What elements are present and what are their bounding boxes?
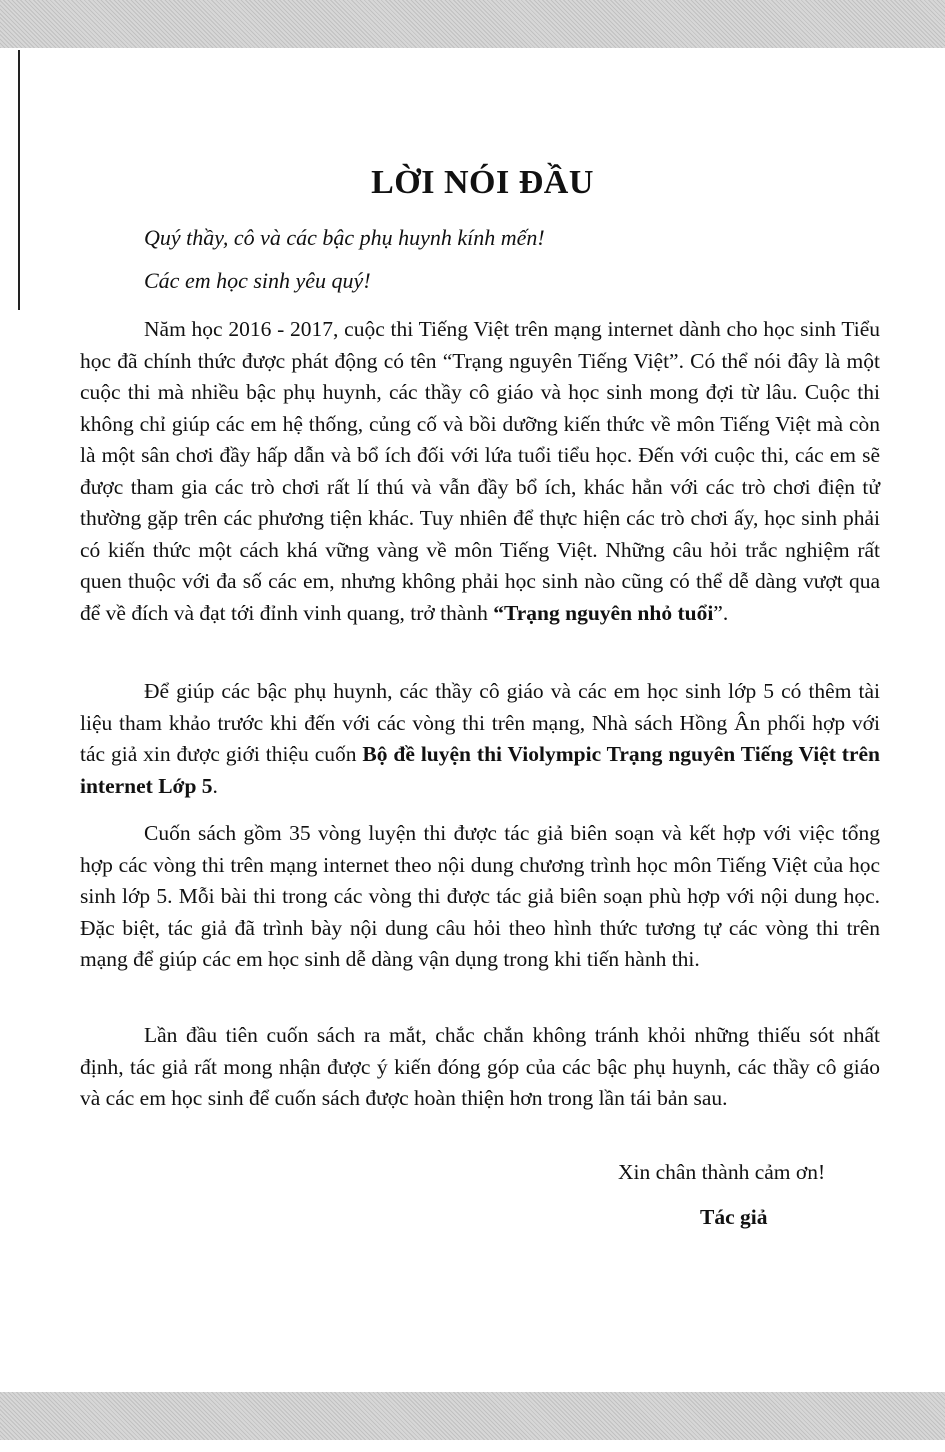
closing-thanks: Xin chân thành cảm ơn! — [618, 1160, 826, 1184]
paragraph-book-intro — [80, 676, 880, 802]
paragraph-intro-bold: “Trạng nguyên nhỏ tuổi — [493, 600, 714, 625]
paragraph-intro-text: Năm học 2016 - 2017, cuộc thi Tiếng Việt trên mạng internet dành cho học sinh Tiểu học đã chính thức được phát động có tên “Trạng nguyên Tiếng Việt”. Có thể nói đây là một cuộc thi mà nhiều bậc phụ huynh, các thầy cô giáo và học sinh mong đợi từ lâu. Cuộc thi không chỉ giúp các em hệ thống, củng cố và bồi dưỡng kiến thức về môn Tiếng Việt mà còn là một sân chơi đầy hấp dẫn và bổ ích đối với lứa tuổi tiểu học. Đến với cuộc thi, các em sẽ được tham gia các trò chơi rất lí thú và vẫn đầy bổ ích, khác hẳn với các trò chơi điện tử thường gặp trên các phương tiện khác. Tuy nhiên để thực hiện các trò chơi ấy, học sinh phải có kiến thức một cách khá vững vàng về môn Tiếng Việt. Những câu hỏi trắc nghiệm rất quen thuộc với đa số các em, nhưng không phải học sinh nào cũng có thể dễ dàng vượt qua để về đích và đạt tới đỉnh vinh quang, trở thành — [80, 317, 880, 625]
top-scan-band — [0, 0, 945, 48]
paragraph-feedback: Lần đầu tiên cuốn sách ra mắt, chắc chắn không tránh khỏi những thiếu sót nhất định, tác giả rất mong nhận được ý kiến đóng góp của các bậc phụ huynh, các thầy cô giáo và các em học sinh để cuốn sách được hoàn thiện hơn trong lần tái bản sau. — [80, 1023, 880, 1110]
bottom-scan-band — [0, 1392, 945, 1440]
paragraph-intro — [80, 314, 880, 629]
paragraph-book-intro-end: . — [212, 773, 218, 798]
page-title: LỜI NÓI ĐẦU — [371, 164, 594, 201]
book-title: Bộ đề luyện thi Violympic Trạng nguyên Tiếng Việt trên internet Lớp 5 — [80, 742, 880, 798]
greeting-students: Các em học sinh yêu quý! — [144, 268, 371, 293]
paragraph-intro-end: ”. — [713, 600, 729, 625]
author-signature: Tác giả — [700, 1205, 768, 1229]
greeting-teachers-parents: Quý thầy, cô và các bậc phụ huynh kính mến! — [144, 225, 545, 250]
paragraph-book-content: Cuốn sách gồm 35 vòng luyện thi được tác giả biên soạn và kết hợp với việc tổng hợp các vòng thi trên mạng internet theo nội dung chương trình học môn Tiếng Việt của học sinh lớp 5. Mỗi bài thi trong các vòng thi được tác giả biên soạn phù hợp với nội dung học. Đặc biệt, tác giả đã trình bày nội dung câu hỏi theo hình thức tương tự các vòng thi trên mạng để giúp các em học sinh dễ dàng vận dụng trong khi tiến hành thi. — [80, 821, 880, 971]
paragraph-book-intro-text: Để giúp các bậc phụ huynh, các thầy cô giáo và các em học sinh lớp 5 có thêm tài liệu tham khảo trước khi đến với các vòng thi trên mạng, Nhà sách Hồng Ân phối hợp với tác giả xin được giới thiệu cuốn — [80, 679, 880, 766]
